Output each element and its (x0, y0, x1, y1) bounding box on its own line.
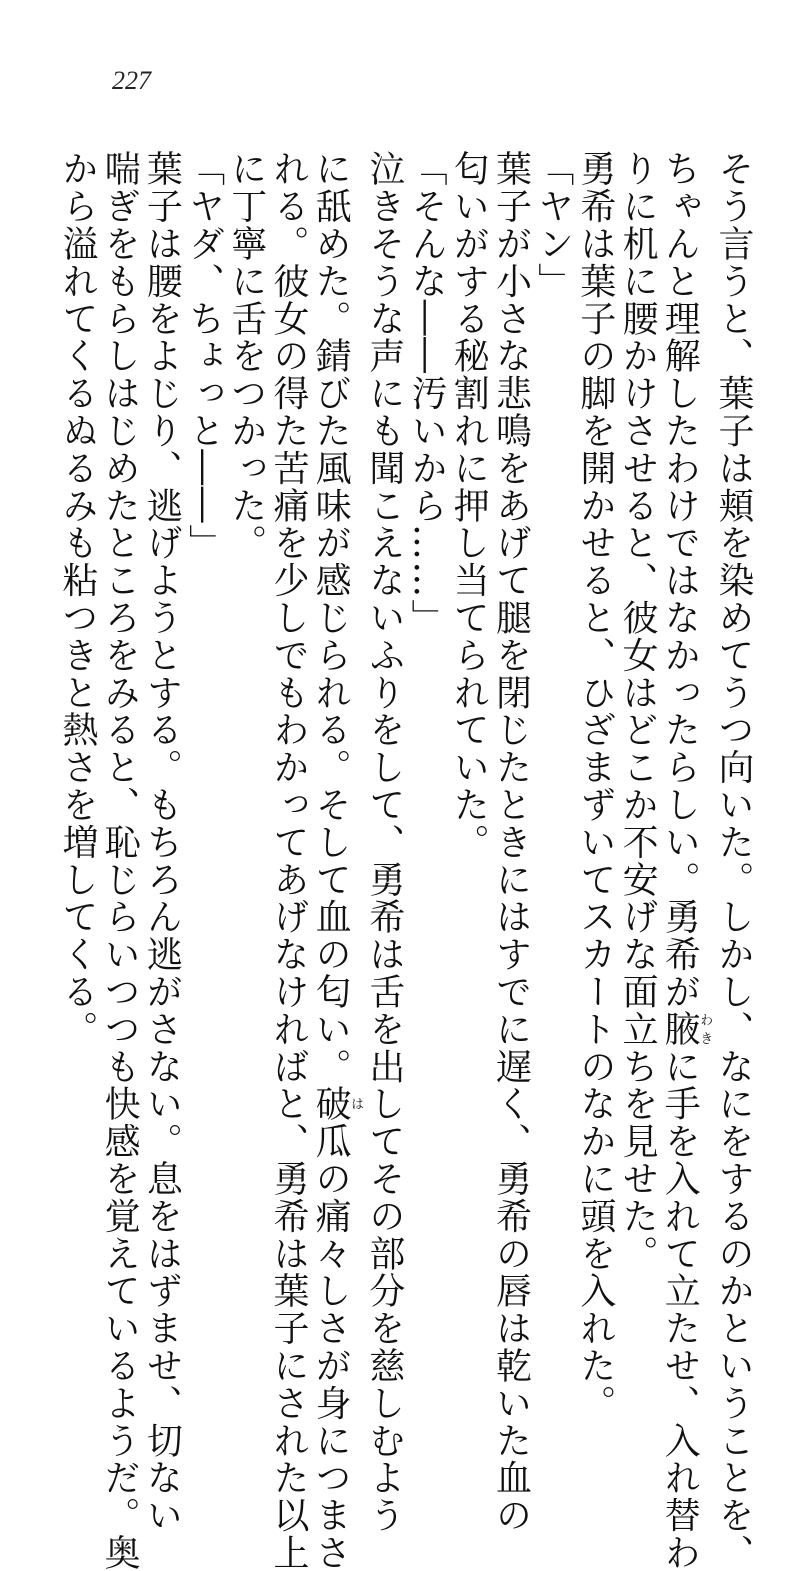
text-line-10-end: 瓜の痛々しさが身につまさ (310, 1122, 352, 1571)
vertical-text-body (56, 150, 754, 1571)
text-line-1: そう言うと、葉子は頬を染めてうつ向いた。しかし、なにをするのかということを、 (713, 150, 754, 1571)
text-line-9: 泣きそうな声にも聞こえないふりをして、勇希は舌を出してその部分を慈しむよう (363, 150, 405, 1534)
text-line-6: 葉子が小さな悲鳴をあげて腿を閉じたときにはすでに遅く、勇希の唇は乾いた血の (490, 150, 532, 1534)
text-line-15: 喘ぎをもらしはじめたところをみると、恥じらいつつも快感を覚えているようだ。奥 (99, 150, 141, 1571)
text-line-8: 「そんな――汚いから……」 (406, 150, 448, 637)
text-line-16: から溢れてくるぬるみも粘つきと熱さを増してくる。 (56, 150, 98, 1048)
text-line-10 (309, 150, 364, 1571)
text-line-5: 「ヤン」 (532, 150, 574, 300)
text-line-10-start: に舐めた。錆びた風味が感じられる。そして血の匂い。 (310, 150, 352, 1085)
text-line-3: りに机に腰かけさせると、彼女はどこか不安げな面立ちを見せた。 (617, 150, 659, 1272)
ruby-waki: 腋わき (659, 1010, 713, 1048)
text-line-12: に丁寧に舌をつかった。 (225, 150, 267, 562)
text-line-13: 「ヤダ、ちょっと――」 (183, 150, 225, 562)
page-number: 227 (112, 66, 151, 95)
text-line-14: 葉子は腰をよじり、逃げようとする。もちろん逃がさない。息をはずませ、切ない (141, 150, 183, 1534)
text-line-4: 勇希は葉子の脚を開かせると、ひざまずいてスカートのなかに頭を入れた。 (574, 150, 616, 1422)
ruby-haka: 破は (310, 1085, 364, 1123)
text-line-7: 匂いがする秘割れに押し当てられていた。 (448, 150, 490, 861)
text-line-11: れる。彼女の得た苦痛を少しでもわかってあげなければと、勇希は葉子にされた以上 (267, 150, 309, 1571)
text-line-2 (658, 150, 713, 1571)
text-line-2-end: に手を入れて立たせ、入れ替わ (659, 1047, 701, 1571)
text-line-2-start: ちゃんと理解したわけではなかったらしい。勇希が (659, 150, 701, 1011)
